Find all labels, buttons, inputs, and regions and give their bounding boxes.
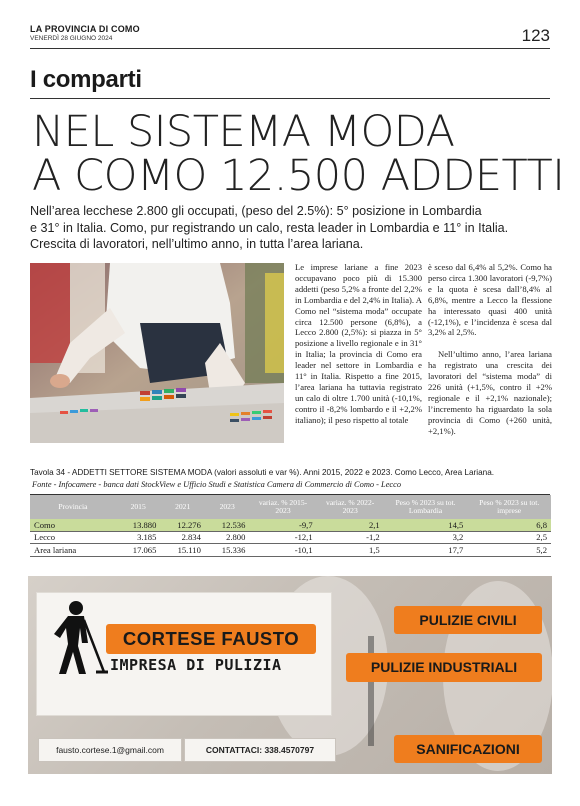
data-table [30, 495, 551, 557]
article-paragraph: Le imprese lariane a fine 2023 occupavano poco più di 15.300 addetti (peso 5,2% a fronte del 2,2% in Lombardia e del 2,4% in Italia). A Como nel “sistema moda” occupate circa 12.500 persone (6,8%), a Lecco 2.800 (2,5%): si piazza in 5° posizione a livello regionale e in 31° in Italia; la provincia di Como era leader nel settore in Lombardia e 11° in Italia. Rispetto a fine 2015, l’area lariana ha tuttavia registrato un calo di oltre 1.700 unità (-10,1%, contro il -8,2% lombardo e il +2,2% italiano); il peso rispetto al totale [295, 262, 422, 425]
section-rule [30, 98, 550, 99]
table-row [30, 544, 551, 557]
article-column-2 [428, 262, 552, 437]
table-cell: 2,5 [467, 531, 551, 544]
table-header-row [30, 495, 551, 519]
table-header-cell: variaz. % 2022-2023 [317, 495, 384, 519]
article-paragraph: è sceso dal 6,4% al 5,2%. Como ha perso circa 1.300 lavoratori (-9,7%) e la quota è scesa dall’8,4% al 6,8%, mentre a Lecco la flessione ha interessato quasi 400 unità (-12,1%), e l’incidenza è scesa dal 3,2% al 2,5%. [428, 262, 552, 338]
page-number: 123 [521, 26, 550, 45]
table-cell: Lecco [30, 531, 116, 544]
table-cell: 5,2 [467, 544, 551, 557]
table-cell: Area lariana [30, 544, 116, 557]
lead-line-2: e 31° in Italia. Como, pur registrando un calo, resta leader in Lombardia e 11° in Italia. [30, 220, 509, 235]
table-source: Fonte - Infocamere - banca dati StockView e Ufficio Studi e Statistica Camera di Commercio di Como - Lecco [32, 480, 402, 489]
table-row [30, 531, 551, 544]
table-cell: 13.880 [116, 519, 161, 531]
table-header-cell: Peso % 2023 su tot. imprese [467, 495, 551, 519]
ad-company-name: CORTESE FAUSTO [106, 624, 316, 654]
table-header-cell: 2023 [205, 495, 250, 519]
table-cell: 17,7 [384, 544, 468, 557]
masthead-name: LA PROVINCIA DI COMO [30, 24, 140, 34]
table-header-cell: Peso % 2023 su tot. Lombardia [384, 495, 468, 519]
table-cell: 15.336 [205, 544, 250, 557]
headline [32, 107, 565, 201]
table-header-cell: 2021 [160, 495, 205, 519]
table-cell: 1,5 [317, 544, 384, 557]
advertisement [28, 576, 552, 774]
table-cell: -9,7 [249, 519, 316, 531]
ad-email: fausto.cortese.1@gmail.com [38, 738, 182, 762]
lead-paragraph [30, 203, 555, 253]
table-cell: -12,1 [249, 531, 316, 544]
ad-contact: CONTATTACI: 338.4570797 [184, 738, 336, 762]
table-header-cell: variaz. % 2015-2023 [249, 495, 316, 519]
table-header-cell: 2015 [116, 495, 161, 519]
table-cell: 6,8 [467, 519, 551, 531]
table-cell: 2.834 [160, 531, 205, 544]
ad-service-label: SANIFICAZIONI [394, 735, 542, 763]
masthead-date: VENERDÌ 28 GIUGNO 2024 [30, 35, 113, 42]
lead-line-1: Nell’area lecchese 2.800 gli occupati, (peso del 2.5%): 5° posizione in Lombardia [30, 204, 482, 218]
table-cell: 14,5 [384, 519, 468, 531]
table-cell: -10,1 [249, 544, 316, 557]
article-photo [30, 263, 284, 443]
masthead-rule [30, 48, 550, 49]
table-cell: 17.065 [116, 544, 161, 557]
table-cell: 2.800 [205, 531, 250, 544]
table-cell: Como [30, 519, 116, 531]
lead-line-3: Crescita di lavoratori, nell’ultimo anno, in tutta l’area lariana. [30, 237, 364, 251]
table-cell: 15.110 [160, 544, 205, 557]
ad-service-label: PULIZIE INDUSTRIALI [346, 653, 542, 682]
ad-tagline: IMPRESA DI PULIZIA [110, 656, 282, 674]
table-caption: Tavola 34 - ADDETTI SETTORE SISTEMA MODA (valori assoluti e var %). Anni 2015, 2022 e 2023. Como Lecco, Area Lariana. [30, 468, 495, 477]
table-cell: 12.536 [205, 519, 250, 531]
table-cell: 3,2 [384, 531, 468, 544]
ad-service-label: PULIZIE CIVILI [394, 606, 542, 634]
cleaner-silhouette-icon [48, 598, 108, 678]
table-cell: 2,1 [317, 519, 384, 531]
table-header-cell: Provincia [30, 495, 116, 519]
headline-line-1: NEL SISTEMA MODA [32, 107, 455, 157]
headline-line-2: A COMO 12.500 ADDETTI [32, 151, 565, 201]
table-row [30, 519, 551, 531]
photo-fashion-designer-illustration [30, 263, 284, 443]
table-cell: -1,2 [317, 531, 384, 544]
article-paragraph: Nell’ultimo anno, l’area lariana ha registrato una crescita dei lavoratori del “sistema moda” di 226 unità (+1,5%, contro il +2% regionale e il +2,1% nazionale); l’incremento ha riguardato la sola provincia di Como (+260 unità, +2,1%). [428, 349, 552, 436]
table-cell: 3.185 [116, 531, 161, 544]
article-column-1 [295, 262, 422, 426]
section-title: I comparti [30, 66, 142, 93]
table-cell: 12.276 [160, 519, 205, 531]
